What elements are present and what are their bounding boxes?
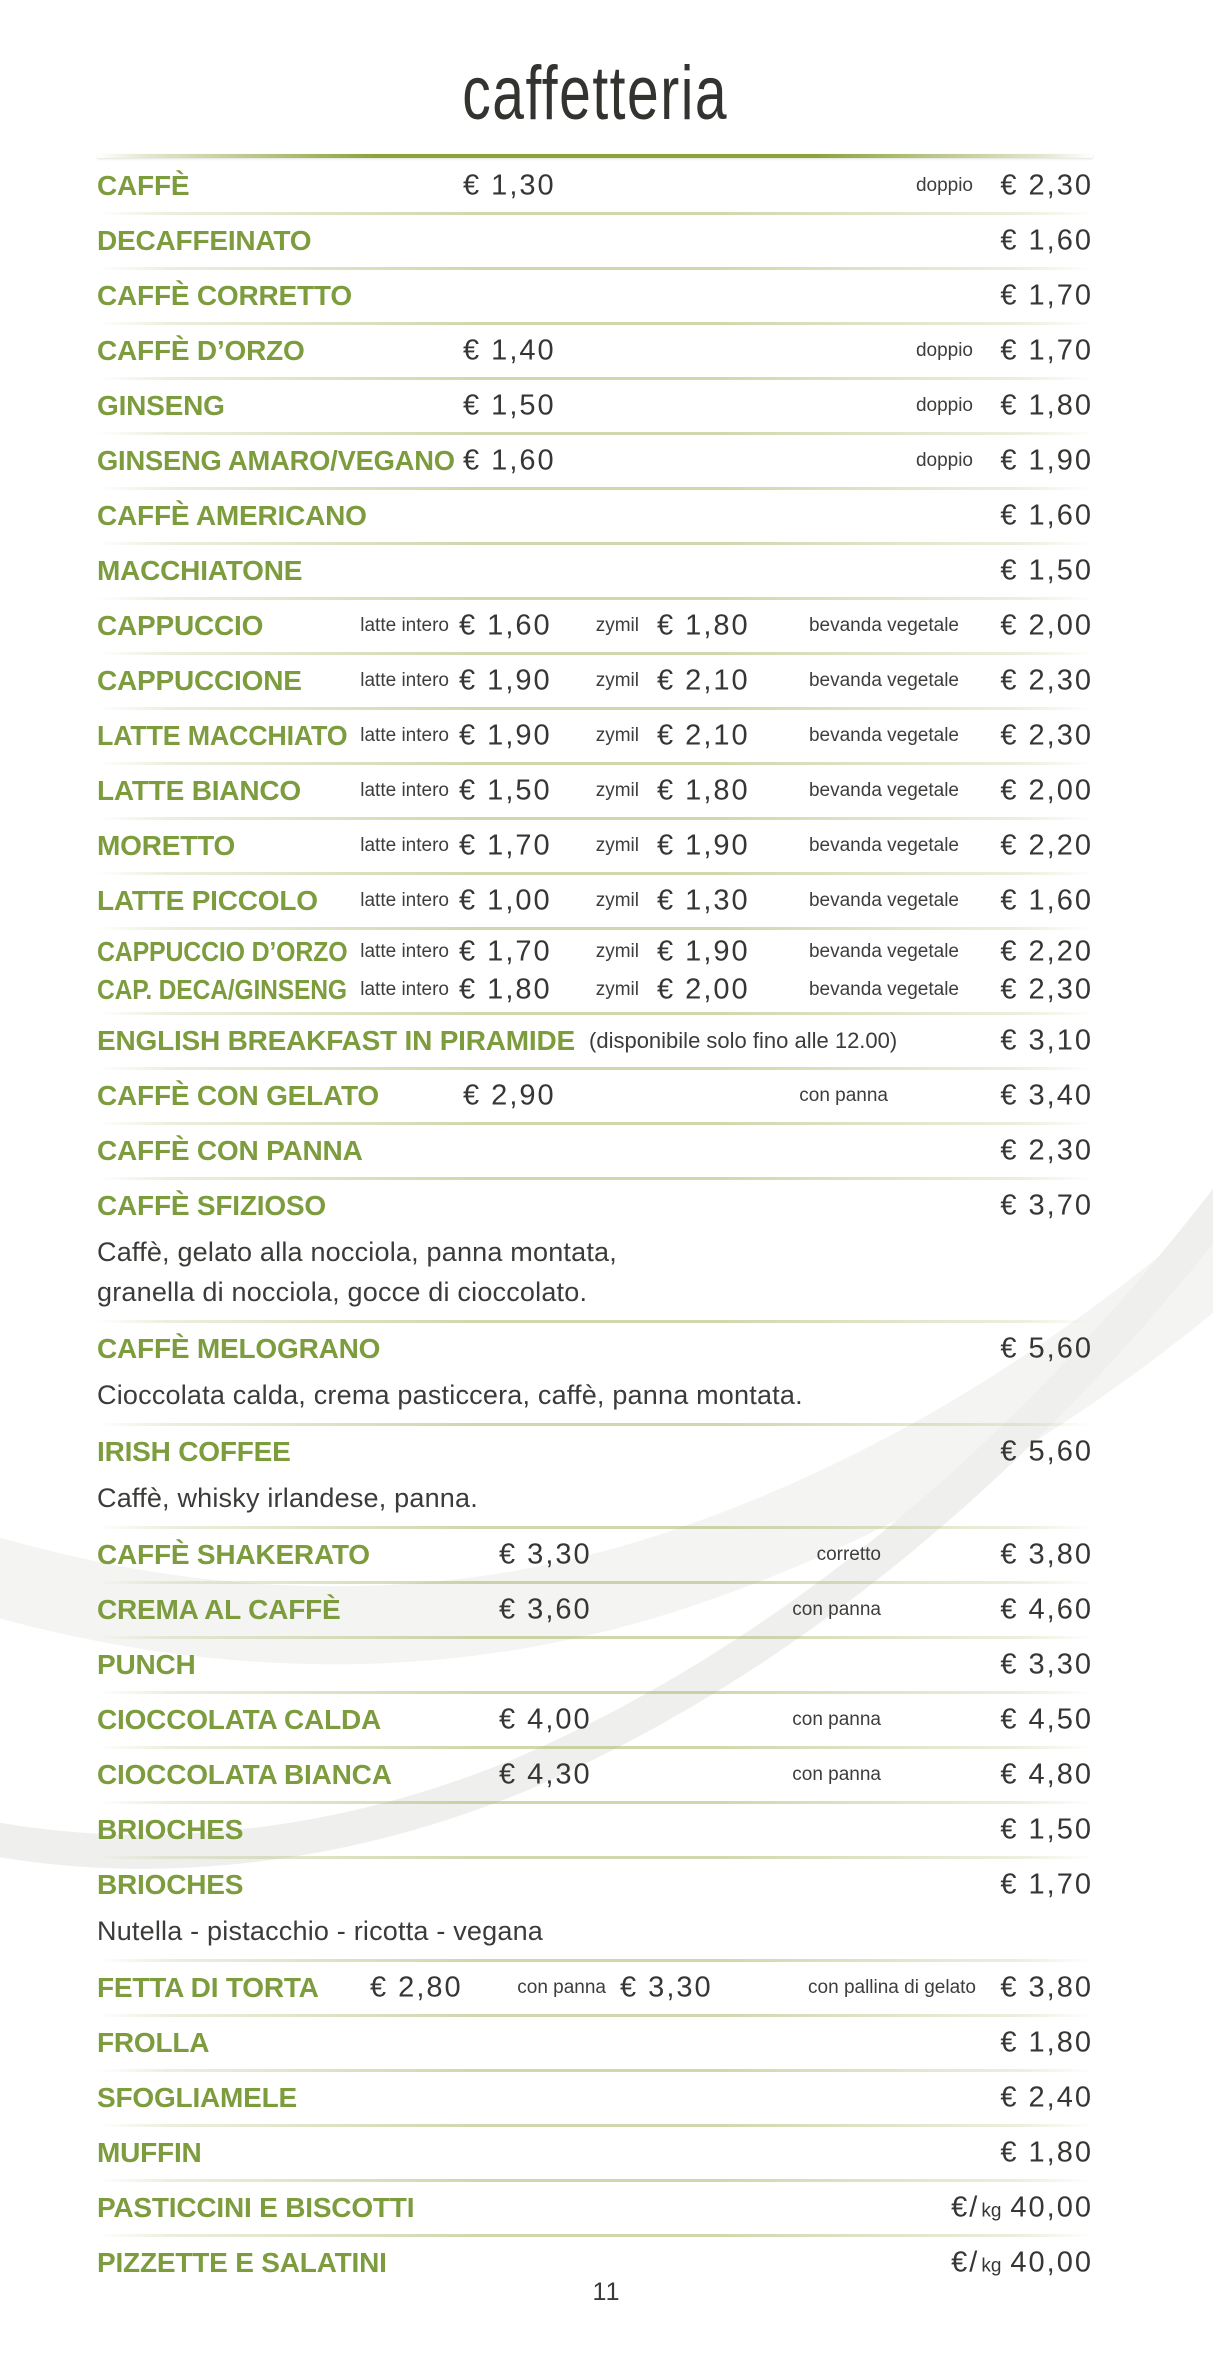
item-name bbox=[97, 170, 189, 202]
price-label: zymil bbox=[595, 615, 639, 636]
menu-row bbox=[97, 215, 1093, 267]
item-price: € 1,80 bbox=[459, 973, 552, 1006]
item-price: € 2,20 bbox=[1000, 935, 1093, 968]
price-value: 40,00 bbox=[1010, 2246, 1093, 2279]
item-price: € 1,90 bbox=[657, 935, 750, 968]
menu-row bbox=[97, 2127, 1093, 2179]
item-description: granella di nocciola, gocce di cioccolato. bbox=[97, 1277, 588, 1307]
price-label: bevanda vegetale bbox=[808, 979, 959, 1000]
item-price: € 3,80 bbox=[1000, 1538, 1093, 1571]
price-label: zymil bbox=[595, 670, 639, 691]
price-label: latte intero bbox=[360, 835, 449, 856]
price-label: con panna bbox=[799, 1085, 888, 1106]
price-label: con panna bbox=[517, 1977, 606, 1998]
page-number: 11 bbox=[592, 2278, 621, 2306]
price-value: 40,00 bbox=[1010, 2191, 1093, 2224]
item-price: € 1,90 bbox=[1000, 444, 1093, 477]
item-price: € 1,80 bbox=[1000, 2026, 1093, 2059]
item-price: € 3,30 bbox=[620, 1971, 713, 2004]
item-price: € 2,30 bbox=[1000, 1134, 1093, 1167]
menu-row bbox=[97, 875, 1093, 927]
menu-row bbox=[97, 710, 1093, 762]
price-label: doppio bbox=[915, 395, 973, 416]
menu-list bbox=[97, 160, 1093, 2289]
item-name bbox=[97, 610, 263, 642]
item-price: € 2,20 bbox=[1000, 829, 1093, 862]
price-label: latte intero bbox=[360, 725, 449, 746]
item-name bbox=[97, 1190, 326, 1222]
item-price: € 2,30 bbox=[1000, 719, 1093, 752]
item-name bbox=[97, 1436, 291, 1468]
item-price: € 2,30 bbox=[1000, 169, 1093, 202]
item-price: € 4,00 bbox=[499, 1703, 592, 1736]
menu-row bbox=[97, 2017, 1093, 2069]
item-name-text: BRIOCHES bbox=[97, 1869, 244, 1900]
item-price: € 1,80 bbox=[1000, 389, 1093, 422]
item-name bbox=[97, 1704, 381, 1736]
item-name-text: MACCHIATONE bbox=[97, 555, 303, 586]
item-name-text: CAPPUCCIO D’ORZO bbox=[97, 936, 348, 967]
page-title bbox=[97, 46, 1093, 142]
menu-row bbox=[97, 1125, 1093, 1177]
item-name bbox=[97, 1814, 243, 1846]
item-name bbox=[97, 885, 318, 917]
item-price: € 4,60 bbox=[1000, 1593, 1093, 1626]
menu-row-line bbox=[97, 1180, 1093, 1232]
item-description: Caffè, gelato alla nocciola, panna montata, bbox=[97, 1237, 617, 1267]
price-label: zymil bbox=[595, 835, 639, 856]
menu-row bbox=[97, 1323, 1093, 1423]
item-name-text: DECAFFEINATO bbox=[97, 225, 312, 256]
item-name-text: CIOCCOLATA CALDA bbox=[97, 1704, 382, 1735]
menu-row-line bbox=[97, 933, 1093, 971]
item-name-text: CAFFÈ CON GELATO bbox=[97, 1080, 379, 1111]
item-name-text: MORETTO bbox=[97, 830, 236, 861]
item-name bbox=[97, 1649, 196, 1681]
price-label: bevanda vegetale bbox=[808, 670, 959, 691]
item-price: € 1,60 bbox=[1000, 224, 1093, 257]
item-description: Nutella - pistacchio - ricotta - vegana bbox=[97, 1916, 543, 1946]
item-name bbox=[97, 1333, 380, 1365]
item-name-text: LATTE MACCHIATO bbox=[97, 720, 348, 751]
item-name bbox=[97, 665, 302, 697]
menu-content bbox=[97, 0, 1093, 2289]
item-name bbox=[97, 2027, 209, 2059]
price-label: latte intero bbox=[360, 941, 449, 962]
menu-row bbox=[97, 930, 1093, 1012]
menu-row bbox=[97, 1962, 1093, 2014]
item-price: € 1,30 bbox=[463, 169, 556, 202]
item-name-text: CAFFÈ MELOGRANO bbox=[97, 1333, 381, 1364]
item-price: € 2,00 bbox=[657, 973, 750, 1006]
item-price: € 5,60 bbox=[1000, 1332, 1093, 1365]
item-name-text: PASTICCINI E BISCOTTI bbox=[97, 2192, 415, 2223]
price-label: doppio bbox=[915, 175, 973, 196]
item-price: € 1,90 bbox=[459, 664, 552, 697]
menu-row bbox=[97, 490, 1093, 542]
item-price: € 2,30 bbox=[1000, 973, 1093, 1006]
price-label: bevanda vegetale bbox=[808, 615, 959, 636]
menu-row bbox=[97, 325, 1093, 377]
item-note: (disponibile solo fino alle 12.00) bbox=[589, 1028, 898, 1053]
price-label: bevanda vegetale bbox=[808, 780, 959, 801]
item-name bbox=[97, 390, 225, 422]
price-label: doppio bbox=[915, 450, 973, 471]
item-name bbox=[97, 1025, 575, 1057]
page-header bbox=[97, 0, 1093, 158]
item-price: € 2,10 bbox=[657, 664, 750, 697]
item-name bbox=[97, 2192, 414, 2224]
price-label: bevanda vegetale bbox=[808, 941, 959, 962]
price-label: bevanda vegetale bbox=[808, 890, 959, 911]
item-name-text: CAFFÈ SHAKERATO bbox=[97, 1539, 370, 1570]
menu-row bbox=[97, 820, 1093, 872]
item-name-text: CAP. DECA/GINSENG bbox=[97, 974, 347, 1005]
item-name-text: GINSENG AMARO/VEGANO bbox=[97, 445, 455, 476]
item-price: € 2,40 bbox=[1000, 2081, 1093, 2114]
item-price: € 1,90 bbox=[459, 719, 552, 752]
item-price: € 2,00 bbox=[1000, 609, 1093, 642]
menu-row bbox=[97, 160, 1093, 212]
price-label: zymil bbox=[595, 780, 639, 801]
item-name bbox=[97, 1080, 379, 1112]
menu-row bbox=[97, 1529, 1093, 1581]
item-name-text: SFOGLIAMELE bbox=[97, 2082, 298, 2113]
item-name bbox=[97, 775, 301, 807]
item-name-text: MUFFIN bbox=[97, 2137, 202, 2168]
item-name bbox=[97, 830, 235, 862]
price-label: con panna bbox=[792, 1764, 881, 1785]
price-label: con panna bbox=[792, 1709, 881, 1730]
item-price: € 1,70 bbox=[1000, 279, 1093, 312]
menu-row bbox=[97, 2182, 1093, 2234]
item-name-text: CAFFÈ D’ORZO bbox=[97, 335, 305, 366]
item-name bbox=[97, 2247, 387, 2279]
price-label: con panna bbox=[792, 1599, 881, 1620]
item-name-text: CAFFÈ bbox=[97, 170, 190, 201]
menu-row bbox=[97, 2072, 1093, 2124]
item-price: € 4,30 bbox=[499, 1758, 592, 1791]
item-price: € 1,60 bbox=[1000, 499, 1093, 532]
item-price: € 1,50 bbox=[463, 389, 556, 422]
item-price: € 2,10 bbox=[657, 719, 750, 752]
item-name bbox=[97, 936, 378, 968]
item-price: € 3,30 bbox=[1000, 1648, 1093, 1681]
item-name-text: IRISH COFFEE bbox=[97, 1436, 291, 1467]
item-name-text: LATTE PICCOLO bbox=[97, 885, 318, 916]
price-label: latte intero bbox=[360, 979, 449, 1000]
item-name bbox=[97, 1594, 341, 1626]
item-price: € 1,70 bbox=[459, 935, 552, 968]
item-price: € 1,30 bbox=[657, 884, 750, 917]
item-price: € 1,00 bbox=[459, 884, 552, 917]
item-price: € 1,70 bbox=[1000, 334, 1093, 367]
item-name bbox=[97, 555, 302, 587]
price-label: zymil bbox=[595, 979, 639, 1000]
menu-row bbox=[97, 1015, 1093, 1067]
item-price: € 1,80 bbox=[657, 774, 750, 807]
menu-row bbox=[97, 380, 1093, 432]
menu-row bbox=[97, 655, 1093, 707]
item-price bbox=[951, 2192, 1093, 2225]
item-price: € 1,80 bbox=[1000, 2136, 1093, 2169]
menu-row bbox=[97, 1749, 1093, 1801]
item-name bbox=[97, 1539, 370, 1571]
price-label: latte intero bbox=[360, 615, 449, 636]
item-description: Cioccolata calda, crema pasticcera, caffè, panna montata. bbox=[97, 1380, 803, 1410]
price-label: latte intero bbox=[360, 670, 449, 691]
item-price: € 2,80 bbox=[370, 1971, 463, 2004]
item-price: € 3,10 bbox=[1000, 1024, 1093, 1057]
item-name bbox=[97, 2082, 297, 2114]
menu-row bbox=[97, 1639, 1093, 1691]
page-title-text: caffetteria bbox=[462, 51, 728, 136]
currency-symbol: €/ bbox=[951, 2246, 980, 2279]
currency-symbol: €/ bbox=[951, 2191, 980, 2224]
item-name-text: CAFFÈ SFIZIOSO bbox=[97, 1190, 326, 1221]
item-price: € 3,80 bbox=[1000, 1971, 1093, 2004]
item-name bbox=[97, 720, 358, 752]
item-name-text: LATTE BIANCO bbox=[97, 775, 301, 806]
item-name-text: GINSENG bbox=[97, 390, 225, 421]
menu-row bbox=[97, 765, 1093, 817]
item-name-text: CREMA AL CAFFÈ bbox=[97, 1594, 341, 1625]
item-name bbox=[97, 335, 305, 367]
item-name-text: CAFFÈ CON PANNA bbox=[97, 1135, 363, 1166]
menu-row bbox=[97, 1180, 1093, 1320]
item-price: € 3,70 bbox=[1000, 1189, 1093, 1222]
item-price: € 1,60 bbox=[459, 609, 552, 642]
item-price: € 1,70 bbox=[1000, 1868, 1093, 1901]
menu-row bbox=[97, 1694, 1093, 1746]
item-name-text: ENGLISH BREAKFAST IN PIRAMIDE bbox=[97, 1025, 576, 1056]
item-name-text: CIOCCOLATA BIANCA bbox=[97, 1759, 392, 1790]
item-price: € 3,60 bbox=[499, 1593, 592, 1626]
item-name-text: PIZZETTE E SALATINI bbox=[97, 2247, 387, 2278]
item-price: € 5,60 bbox=[1000, 1435, 1093, 1468]
item-price: € 1,50 bbox=[459, 774, 552, 807]
item-price: € 3,30 bbox=[499, 1538, 592, 1571]
price-label: latte intero bbox=[360, 890, 449, 911]
price-label: doppio bbox=[915, 340, 973, 361]
item-name bbox=[97, 974, 381, 1006]
item-name-text: PUNCH bbox=[97, 1649, 196, 1680]
price-label: zymil bbox=[595, 725, 639, 746]
item-name-text: BRIOCHES bbox=[97, 1814, 244, 1845]
item-name bbox=[97, 1869, 243, 1901]
menu-row-line bbox=[97, 1323, 1093, 1375]
item-name bbox=[97, 500, 367, 532]
price-label: con pallina di gelato bbox=[808, 1977, 976, 1998]
item-name bbox=[97, 1972, 319, 2004]
menu-row-line bbox=[97, 1426, 1093, 1478]
item-name-text: CAFFÈ AMERICANO bbox=[97, 500, 367, 531]
item-price: € 1,60 bbox=[463, 444, 556, 477]
item-price: € 1,50 bbox=[1000, 1813, 1093, 1846]
menu-row bbox=[97, 1070, 1093, 1122]
item-name-text: CAFFÈ CORRETTO bbox=[97, 280, 352, 311]
unit-label: kg bbox=[981, 2200, 1002, 2222]
item-name bbox=[97, 2137, 202, 2169]
item-price: € 2,30 bbox=[1000, 664, 1093, 697]
item-price: € 1,90 bbox=[657, 829, 750, 862]
price-label: bevanda vegetale bbox=[808, 725, 959, 746]
menu-row bbox=[97, 600, 1093, 652]
title-divider bbox=[97, 154, 1093, 158]
item-price: € 2,90 bbox=[463, 1079, 556, 1112]
item-name bbox=[97, 225, 311, 257]
item-price: € 4,50 bbox=[1000, 1703, 1093, 1736]
item-name-text: CAPPUCCIONE bbox=[97, 665, 302, 696]
price-label: zymil bbox=[595, 890, 639, 911]
menu-row bbox=[97, 1584, 1093, 1636]
price-label: corretto bbox=[816, 1544, 881, 1565]
item-name bbox=[97, 1759, 392, 1791]
price-label: zymil bbox=[595, 941, 639, 962]
item-description: Caffè, whisky irlandese, panna. bbox=[97, 1483, 478, 1513]
item-name bbox=[97, 445, 464, 477]
item-name bbox=[97, 1135, 363, 1167]
menu-row bbox=[97, 545, 1093, 597]
item-price: € 1,60 bbox=[1000, 884, 1093, 917]
item-price: € 1,50 bbox=[1000, 554, 1093, 587]
item-price: € 1,70 bbox=[459, 829, 552, 862]
page-footer bbox=[0, 2278, 1213, 2307]
price-label: latte intero bbox=[360, 780, 449, 801]
menu-row-line bbox=[97, 971, 1093, 1009]
item-price: € 1,80 bbox=[657, 609, 750, 642]
item-price: € 3,40 bbox=[1000, 1079, 1093, 1112]
menu-row bbox=[97, 435, 1093, 487]
item-name-text: FROLLA bbox=[97, 2027, 210, 2058]
menu-row bbox=[97, 1804, 1093, 1856]
item-price: € 2,00 bbox=[1000, 774, 1093, 807]
menu-row bbox=[97, 270, 1093, 322]
item-price bbox=[951, 2247, 1093, 2280]
unit-label: kg bbox=[981, 2255, 1002, 2277]
menu-row bbox=[97, 1859, 1093, 1959]
item-name bbox=[97, 280, 352, 312]
item-name-text: FETTA DI TORTA bbox=[97, 1972, 319, 2003]
price-label: bevanda vegetale bbox=[808, 835, 959, 856]
item-price: € 1,40 bbox=[463, 334, 556, 367]
item-price: € 4,80 bbox=[1000, 1758, 1093, 1791]
menu-row-line bbox=[97, 1859, 1093, 1911]
item-name-text: CAPPUCCIO bbox=[97, 610, 264, 641]
menu-row bbox=[97, 1426, 1093, 1526]
